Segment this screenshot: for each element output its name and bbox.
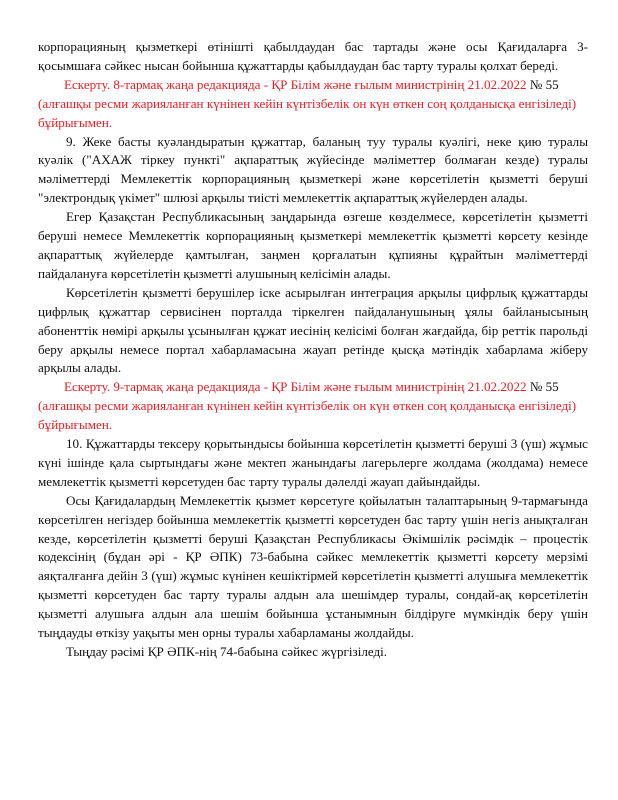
amendment-note-9-lead: Ескерту. 9-тармақ жаңа редакцияда - ҚР Білім және ғылым министрінің 21.02.2022: [64, 379, 527, 395]
paragraph-10-hearing: Тыңдау рәсімі ҚР ӘПК-нің 74-бабына сәйкес жүргізіледі.: [66, 644, 388, 659]
amendment-note-item-8: [38, 76, 588, 133]
paragraph-9-digital-documents: Көрсетілетін қызметті берушілер іске асырылған интеграция арқылы цифрлық құжаттарды цифрлық құжаттар сервисінен порталда тіркелген пайдаланушының ұялы байланысының абоненттік нөмірі арқылы ұсынылған құжат иесінің келісімі болған жағдайда, бір реттік парольді беру арқылы немесе портал хабарламасына жауап ретінде қысқа мәтіндік хабарлама жіберу арқылы алады.: [38, 284, 588, 376]
amendment-note-8-rest: (алғашқы ресми жарияланған күнінен кейін күнтізбелік он күн өткен соң қолданысқа енгізіледі) бұйрығымен.: [38, 95, 577, 130]
amendment-note-8-lead: Ескерту. 8-тармақ жаңа редакцияда - ҚР Білім және ғылым министрінің 21.02.2022: [64, 76, 527, 92]
amendment-note-item-9: [38, 378, 588, 435]
paragraph-8-continuation: корпорацияның қызметкері өтінішті қабылдаудан бас тартады және осы Қағидаларға 3-қосымшаға сәйкес нысан бойынша құжаттарды қабылдаудан бас тарту туралы қолхат береді.: [38, 39, 588, 73]
document-body: [38, 38, 588, 722]
amendment-note-9-rest: (алғашқы ресми жарияланған күнінен кейін күнтізбелік он күн өткен соң қолданысқа енгізіледі) бұйрығымен.: [38, 398, 577, 433]
amendment-note-8-order-number: № 55: [529, 76, 559, 92]
paragraph-9-consent: Егер Қазақстан Республикасының заңдарында өзгеше көзделмесе, көрсетілетін қызметті беруші немесе Мемлекеттік корпорацияның қызметкері мемлекеттік қызметті көрсету кезінде ақпараттық жүйелерде қамтылған, заңмен қорғалатын құпияны құрайтын мәліметтерді пайдалануға көрсетілетін қызметті алушының келісімін алады.: [38, 209, 588, 281]
paragraph-10: 10. Құжаттарды тексеру қорытындысы бойынша көрсетілетін қызметті беруші 3 (үш) жұмыс күні ішінде қала сыртындағы және мектеп жанындағы лагерьлерге жолдама (жолдама) немесе мемлекеттік қызметті көрсетуден бас тарту туралы дәлелді жауап дайындайды.: [38, 436, 588, 489]
page-bottom-whitespace: [38, 662, 588, 722]
paragraph-9: 9. Жеке басты куәландыратын құжаттар, баланың туу туралы куәлігі, неке қию туралы куәлік ("АХАЖ тіркеу пункті" ақпараттық жүйесінде мәліметтер болмаған кезде) туралы мәліметтерді Мемлекеттік корпорацияның қызметкері және көрсетілетін қызметті беруші "электрондық үкімет" шлюзі арқылы тиісті мемлекеттік ақпараттық жүйелерден алады.: [38, 133, 588, 206]
paragraph-10-refusal-procedure: Осы Қағидалардың Мемлекеттік қызмет көрсетуге қойылатын талаптарының 9-тармағында көрсетілген негіздер бойынша мемлекеттік қызметті көрсетуден бас тарту үшін негіз анықталған кезде, көрсетілетін қызметті беруші Қазақстан Республикасы Әкімшілік рәсімдік – процестік кодексінің (бұдан әрі - ҚР ӘПК) 73-бабына сәйкес мемлекеттік қызметті көрсету мерзімі аяқталғанға дейін 3 (үш) жұмыс күнінен кешіктірмей көрсетілетін қызметті алушыға мемлекеттік қызметті көрсетуден бас тарту туралы алдын ала шешімдер туралы, сондай-ақ көрсетілетін қызметті алушыға алдын ала шешім бойынша ұстанымнын білдіруге мүмкіндік беру үшін тыңдауды өткізу уақыты мен орны туралы хабарламаны жолдайды.: [38, 492, 588, 641]
amendment-note-9-order-number: № 55: [529, 379, 559, 395]
